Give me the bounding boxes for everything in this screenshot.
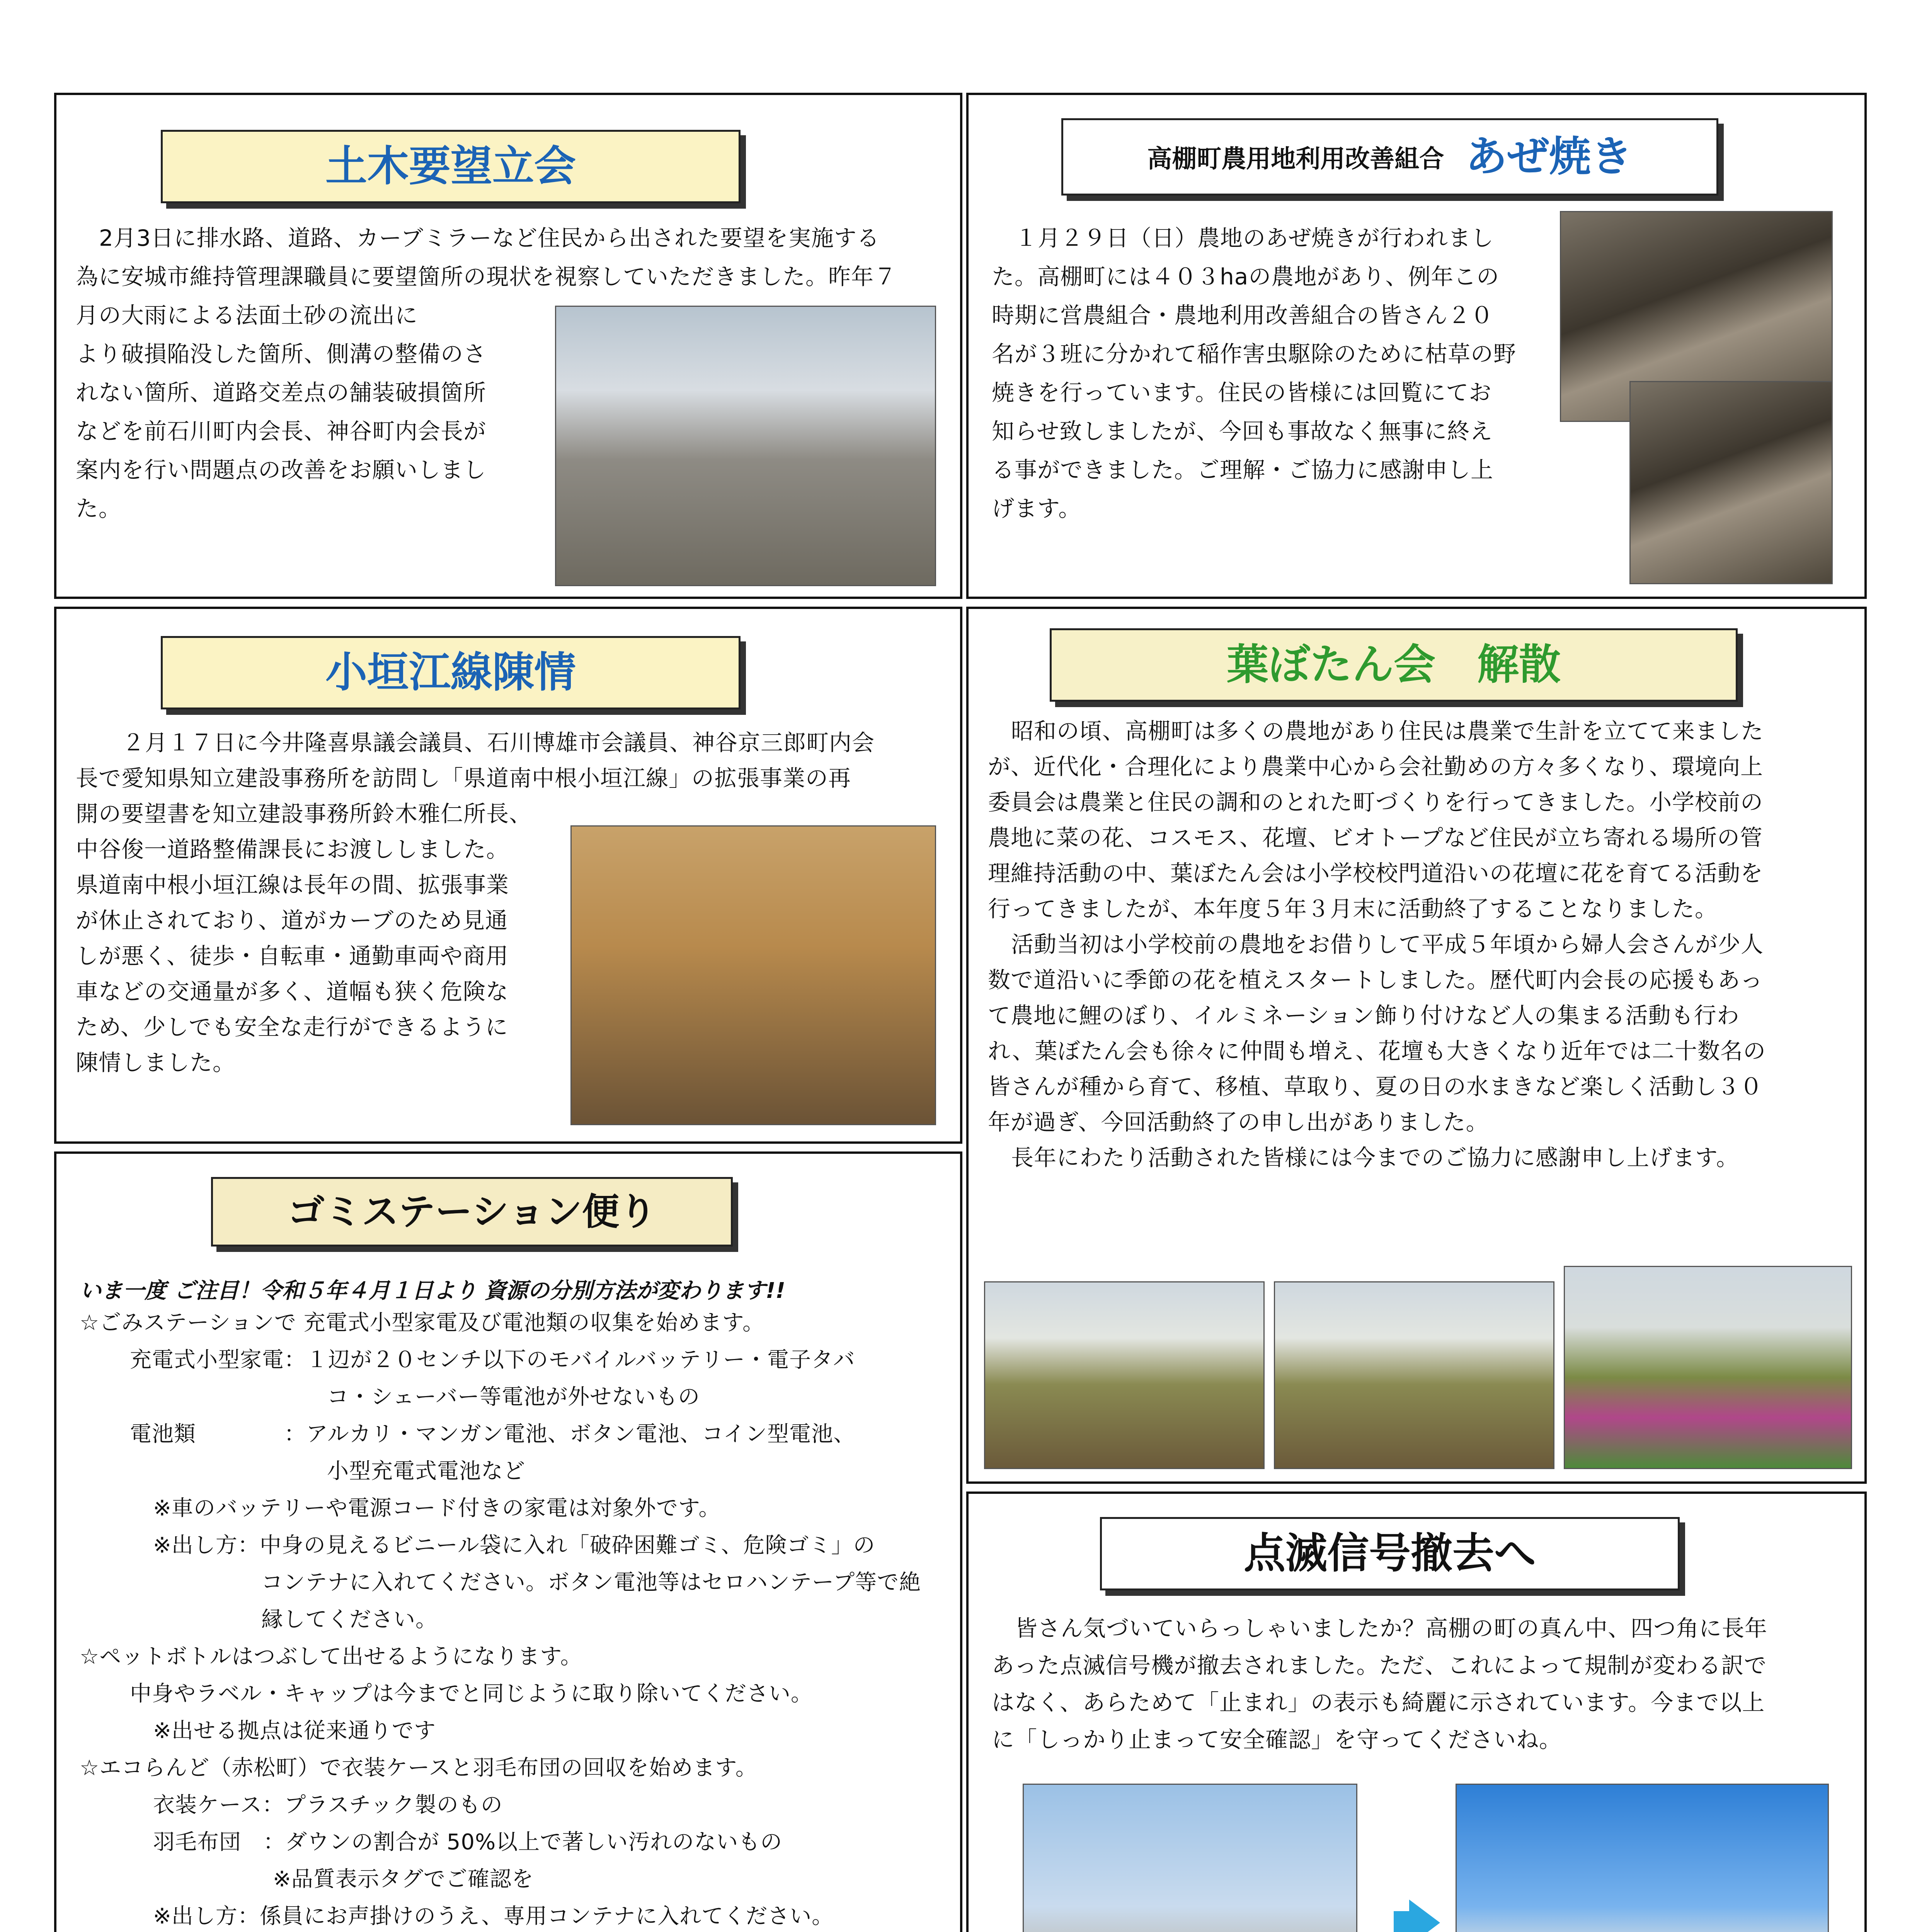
- arrow-right-icon: [1409, 1900, 1440, 1932]
- line: 昭和の頃、高棚町は多くの農地があり住民は農業で生計を立てて来ました: [1011, 718, 1764, 744]
- line: 衣装ケース：プラスチック製のもの: [153, 1793, 503, 1818]
- azeyaki-photo-2: [1629, 381, 1833, 584]
- line: 理維持活動の中、葉ぼたん会は小学校校門道沿いの花壇に花を育てる活動を: [988, 860, 1764, 886]
- tenmetsu-photo-after: [1456, 1784, 1829, 1932]
- azeyaki-text: [992, 219, 1579, 528]
- doboku-title: 土木要望立会: [161, 130, 741, 203]
- line: より破損陥没した箇所、側溝の整備のさ: [76, 341, 487, 367]
- tenmetsu-title: 点滅信号撤去へ: [1100, 1517, 1680, 1590]
- line: 縁してください。: [261, 1607, 438, 1632]
- tenmetsu-panel: [966, 1492, 1867, 1932]
- habotan-photo-1: [984, 1281, 1265, 1469]
- habotan-panel: [966, 607, 1867, 1484]
- line: しが悪く、徒歩・自転車・通勤車両や商用: [76, 943, 509, 969]
- line: 県道南中根小垣江線は長年の間、拡張事業: [76, 872, 509, 898]
- line: 案内を行い問題点の改善をお願いしまし: [76, 457, 487, 483]
- line: 活動当初は小学校前の農地をお借りして平成５年頃から婦人会さんが少人: [1011, 931, 1764, 957]
- line: ☆ごみステーションで 充電式小型家電及び電池類の収集を始めます。: [80, 1310, 765, 1335]
- line: ※品質表示タグでご確認を: [273, 1867, 534, 1892]
- line: げます。: [992, 495, 1081, 522]
- habotan-title: 葉ぼたん会 解散: [1050, 628, 1738, 702]
- line: はなく、あらためて「止まれ」の表示も綺麗に示されています。今まで以上: [992, 1689, 1765, 1716]
- line: 長年にわたり活動された皆様には今までのご協力に感謝申し上げます。: [1011, 1145, 1739, 1171]
- line: ※出し方：中身の見えるビニール袋に入れ「破砕困難ゴミ、危険ゴミ」の: [153, 1533, 875, 1558]
- line: 充電式小型家電：１辺が２０センチ以下のモバイルバッテリー・電子タバ: [130, 1347, 855, 1372]
- line: る事ができました。ご理解・ご協力に感謝申し上: [992, 457, 1494, 483]
- line: 開の要望書を知立建設事務所鈴木雅仁所長、: [76, 801, 532, 827]
- line: が、近代化・合理化により農業中心から会社勤めの方々多くなり、環境向上: [988, 753, 1764, 780]
- line: 焼きを行っています。住民の皆様には回覧にてお: [992, 379, 1492, 406]
- line: 年が過ぎ、今回活動終了の申し出がありました。: [988, 1109, 1489, 1135]
- line: が休止されており、道がカーブのため見通: [76, 907, 508, 934]
- habotan-photo-3: [1564, 1266, 1852, 1469]
- tenmetsu-photo-before: [1023, 1784, 1357, 1932]
- kogakie-title: 小垣江線陳情: [161, 636, 741, 709]
- line: 皆さんが種から育て、移植、草取り、夏の日の水まきなど楽しく活動し３０: [988, 1073, 1763, 1100]
- line: 月の大雨による法面土砂の流出に: [76, 302, 418, 328]
- line: 知らせ致しましたが、今回も事故なく無事に終え: [992, 418, 1493, 444]
- line: 行ってきましたが、本年度５年３月末に活動終了することなりました。: [988, 896, 1718, 922]
- azeyaki-title-box: [1061, 118, 1718, 196]
- line: ため、少しでも安全な走行ができるように: [76, 1014, 508, 1040]
- line: コ・シェーバー等電池が外せないもの: [327, 1384, 700, 1410]
- line: 為に安城市維持管理課職員に要望箇所の現状を視察していただきました。昨年７: [76, 264, 897, 290]
- line: れ、葉ぼたん会も徐々に仲間も増え、花壇も大きくなり近年では二十数名の: [988, 1038, 1766, 1064]
- line: ※車のバッテリーや電源コード付きの家電は対象外です。: [153, 1496, 721, 1521]
- line: などを前石川町内会長、神谷町内会長が: [76, 418, 487, 444]
- habotan-text: [988, 713, 1854, 1175]
- line: コンテナに入れてください。ボタン電池等はセロハンテープ等で絶: [261, 1570, 921, 1595]
- line: ２月１７日に今井隆喜県議会議員、石川博雄市会議員、神谷京三郎町内会: [122, 730, 875, 756]
- gomi-title: ゴミステーション便り: [211, 1177, 733, 1247]
- line: 中谷俊一道路整備課長にお渡ししました。: [76, 836, 509, 862]
- line: ☆ペットボトルはつぶして出せるようになります。: [80, 1644, 582, 1669]
- gomi-text: [80, 1304, 953, 1932]
- line: 陳情しました。: [76, 1049, 236, 1076]
- line: 羽毛布団 ：ダウンの割合が 50%以上で著しい汚れのないもの: [153, 1830, 783, 1855]
- line: ※出せる拠点は従来通りです: [153, 1718, 436, 1743]
- azeyaki-org: 高棚町農用地利用改善組合: [1147, 145, 1444, 173]
- line: に「しっかり止まって安全確認」を守ってくださいね。: [992, 1726, 1562, 1753]
- doboku-panel: [54, 93, 962, 599]
- line: た。高棚町には４０３haの農地があり、例年この: [992, 264, 1500, 290]
- line: 数で道沿いに季節の花を植えスタートしました。歴代町内会長の応援もあっ: [988, 967, 1763, 993]
- line: １月２９日（日）農地のあぜ焼きが行われまし: [1015, 225, 1494, 251]
- line: 農地に菜の花、コスモス、花壇、ビオトープなど住民が立ち寄れる場所の管: [988, 825, 1763, 851]
- line: ☆エコらんど（赤松町）で衣装ケースと羽毛布団の回収を始めます。: [80, 1755, 758, 1781]
- line: 皆さん気づいていらっしゃいましたか？高棚の町の真ん中、四つ角に長年: [1015, 1615, 1768, 1641]
- line: 電池類 ：アルカリ・マンガン電池、ボタン電池、コイン型電池、: [130, 1422, 856, 1447]
- line: あった点滅信号機が撤去されました。ただ、これによって規制が変わる訳で: [992, 1652, 1767, 1679]
- line: 中身やラベル・キャップは今までと同じように取り除いてください。: [130, 1681, 813, 1706]
- line: ※出し方：係員にお声掛けのうえ、専用コンテナに入れてください。: [153, 1904, 834, 1929]
- line: 長で愛知県知立建設事務所を訪問し「県道南中根小垣江線」の拡張事業の再: [76, 765, 851, 791]
- line: 時期に営農組合・農地利用改善組合の皆さん２０: [992, 302, 1494, 328]
- tenmetsu-text: [992, 1610, 1857, 1758]
- azeyaki-title: あぜ焼き: [1465, 133, 1633, 181]
- arrow-tail: [1394, 1911, 1409, 1932]
- line: 小型充電式電池など: [327, 1459, 525, 1484]
- line: 委員会は農業と住民の調和のとれた町づくりを行ってきました。小学校前の: [988, 789, 1764, 815]
- line: て農地に鯉のぼり、イルミネーション飾り付けなど人の集まる活動も行わ: [988, 1002, 1740, 1029]
- line: れない箇所、道路交差点の舗装破損箇所: [76, 379, 487, 406]
- kogakie-photo: [570, 825, 936, 1125]
- line: 2月3日に排水路、道路、カーブミラーなど住民から出された要望を実施する: [99, 225, 880, 251]
- line: 車などの交通量が多く、道幅も狭く危険な: [76, 978, 509, 1005]
- azeyaki-panel: [966, 93, 1867, 599]
- line: た。: [76, 495, 122, 522]
- line: 名が３班に分かれて稲作害虫駆除のために枯草の野: [992, 341, 1517, 367]
- habotan-photo-2: [1274, 1281, 1554, 1469]
- gomi-headline: いま一度 ご注目！令和５年４月１日より 資源の分別方法が変わります!!: [80, 1278, 786, 1303]
- doboku-photo: [555, 306, 936, 586]
- gomi-panel: [54, 1151, 962, 1932]
- kogakie-panel: [54, 607, 962, 1144]
